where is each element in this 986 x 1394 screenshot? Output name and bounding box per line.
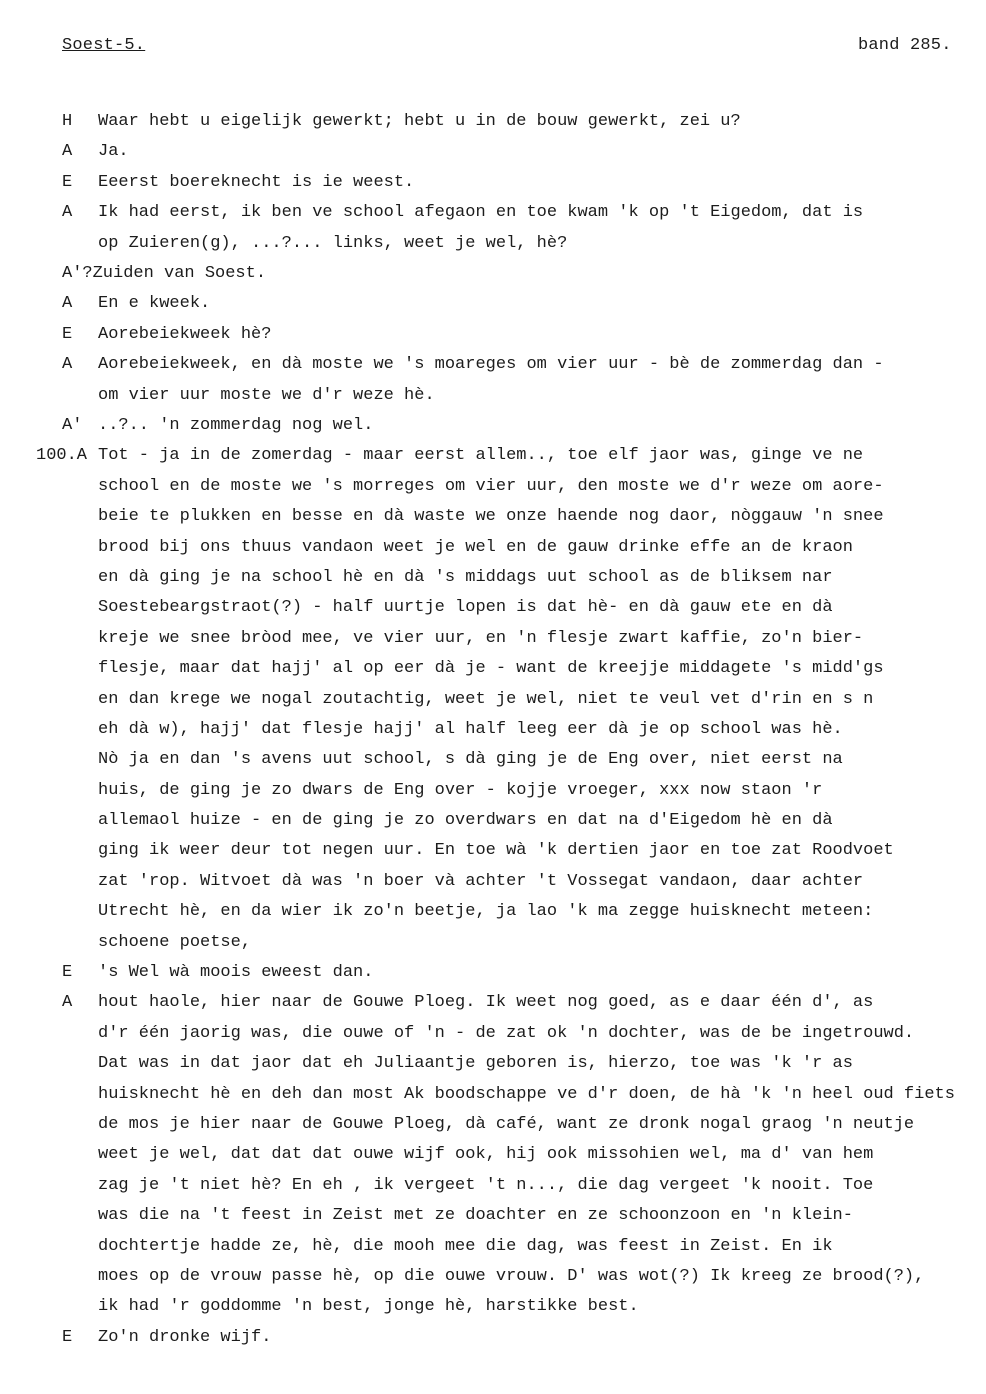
text-line: zat 'rop. Witvoet dà was 'n boer và achter 't Vossegat vandaon, daar achter bbox=[98, 871, 864, 891]
text-line: school en de moste we 's morreges om vier uur, den moste we d'r weze om aore- bbox=[98, 476, 884, 496]
transcript-turn bbox=[62, 1323, 986, 1353]
speaker-label: E bbox=[62, 324, 73, 344]
turn-text bbox=[98, 107, 983, 137]
text-line: En e kweek. bbox=[98, 294, 211, 314]
text-line: Zo'n dronke wijf. bbox=[98, 1327, 272, 1347]
text-line: en dà ging je na school hè en dà 's middags uut school as de bliksem nar bbox=[98, 567, 833, 587]
text-line: ..?.. 'n zommerdag nog wel. bbox=[98, 416, 374, 435]
text-line: Aorebeiekweek hè? bbox=[98, 324, 272, 344]
text-line: Dat was in dat jaor dat eh Juliaantje geboren is, hierzo, toe was 'k 'r as bbox=[98, 1054, 853, 1074]
text-line: Zuiden van Soest. bbox=[92, 264, 267, 283]
transcript-turn bbox=[62, 168, 986, 198]
text-line: zag je 't niet hè? En eh , ik vergeet 't n..., die dag vergeet 'k nooit. Toe bbox=[98, 1175, 874, 1195]
transcript-turn bbox=[62, 411, 986, 441]
text-line: Nò ja en dan 's avens uut school, s dà ging je de Eng over, niet eerst na bbox=[98, 750, 843, 770]
speaker-label: E bbox=[62, 1327, 73, 1347]
text-line: Ik had eerst, ik ben ve school afegaon en toe kwam 'k op 't Eigedom, dat is bbox=[98, 203, 864, 223]
transcript-turn bbox=[62, 988, 986, 1322]
text-line: om vier uur moste we d'r weze hè. bbox=[98, 385, 435, 405]
turn-text bbox=[93, 259, 978, 289]
turn-text bbox=[98, 411, 983, 441]
text-line: weet je wel, dat dat dat ouwe wijf ook, hij ook missohien wel, ma d' van hem bbox=[98, 1145, 874, 1165]
turn-text bbox=[98, 168, 983, 198]
speaker-label: A bbox=[62, 993, 73, 1013]
transcript-turn bbox=[36, 441, 986, 958]
text-line: 's Wel wà moois eweest dan. bbox=[98, 963, 374, 983]
speaker-label: A bbox=[62, 355, 73, 375]
text-line: de mos je hier naar de Gouwe Ploeg, dà café, want ze dronk nogal graog 'n neutje bbox=[98, 1115, 915, 1135]
text-line: Eeerst boereknecht is ie weest. bbox=[98, 172, 415, 192]
text-line: kreje we snee bròod mee, ve vier uur, en 'n flesje zwart kaffie, zo'n bier- bbox=[98, 628, 864, 648]
transcript-turn bbox=[62, 289, 986, 319]
speaker-label: A bbox=[62, 203, 73, 223]
text-line: Waar hebt u eigelijk gewerkt; hebt u in de bouw gewerkt, zei u? bbox=[98, 112, 741, 131]
text-line: Soestebeargstraot(?) - half uurtje lopen is dat hè- en dà gauw ete en dà bbox=[98, 598, 833, 618]
text-line: hout haole, hier naar de Gouwe Ploeg. Ik weet nog goed, as e daar één d', as bbox=[98, 993, 874, 1013]
turn-text bbox=[98, 988, 983, 1322]
speaker-label: E bbox=[62, 172, 73, 192]
text-line: brood bij ons thuus vandaon weet je wel en de gauw drinke effe an de kraon bbox=[98, 537, 853, 557]
text-line: op Zuieren(g), ...?... links, weet je wel, hè? bbox=[98, 233, 568, 253]
text-line: moes op de vrouw passe hè, op die ouwe vrouw. D' was wot(?) Ik kreeg ze brood(?), bbox=[98, 1266, 925, 1286]
text-line: was die na 't feest in Zeist met ze doachter en ze schoonzoon en 'n klein- bbox=[98, 1206, 853, 1226]
text-line: Utrecht hè, en da wier ik zo'n beetje, ja lao 'k ma zegge huisknecht meteen: bbox=[98, 902, 874, 922]
speaker-label: A'? bbox=[62, 264, 93, 283]
text-line: Aorebeiekweek, en dà moste we 's moareges om vier uur - bè de zommerdag dan - bbox=[98, 355, 884, 375]
transcript-turn bbox=[62, 320, 986, 350]
turn-text bbox=[98, 320, 983, 350]
speaker-label: A bbox=[62, 294, 73, 314]
text-line: d'r één jaorig was, die ouwe of 'n - de zat ok 'n dochter, was de be ingetrouwd. bbox=[98, 1023, 915, 1043]
text-line: dochtertje hadde ze, hè, die mooh mee die dag, was feest in Zeist. En ik bbox=[98, 1236, 833, 1256]
text-line: flesje, maar dat hajj' al op eer dà je - want de kreejje middagete 's midd'gs bbox=[98, 659, 884, 679]
speaker-label: A bbox=[62, 142, 73, 162]
turn-text bbox=[98, 1323, 983, 1353]
text-line: eh dà w), hajj' dat flesje hajj' al half leeg eer dà je op school was hè. bbox=[98, 719, 843, 739]
turn-text bbox=[98, 441, 983, 958]
transcript-body bbox=[36, 107, 986, 1353]
speaker-label: E bbox=[62, 963, 73, 983]
transcript-turn bbox=[62, 350, 986, 411]
transcript-turn bbox=[62, 259, 986, 289]
turn-text bbox=[98, 137, 983, 167]
speaker-label: H bbox=[62, 112, 73, 131]
text-line: ging ik weer deur tot negen uur. En toe wà 'k dertien jaor en toe zat Roodvoet bbox=[98, 841, 894, 861]
text-line: ik had 'r goddomme 'n best, jonge hè, harstikke best. bbox=[98, 1297, 639, 1317]
turn-text bbox=[98, 289, 983, 319]
text-line: Tot - ja in de zomerdag - maar eerst allem.., toe elf jaor was, ginge ve ne bbox=[98, 446, 864, 466]
turn-text bbox=[98, 958, 983, 988]
turn-text bbox=[98, 350, 983, 411]
text-line: schoene poetse, bbox=[98, 932, 252, 952]
transcript-turn bbox=[62, 198, 986, 259]
text-line: huis, de ging je zo dwars de Eng over - kojje vroeger, xxx now staon 'r bbox=[98, 780, 823, 800]
speaker-label: 100.A bbox=[36, 446, 88, 466]
text-line: en dan krege we nogal zoutachtig, weet je wel, niet te veul vet d'rin en s n bbox=[98, 689, 874, 709]
header-right: band 285. bbox=[858, 36, 952, 55]
transcript-turn bbox=[62, 137, 986, 167]
transcript-turn bbox=[62, 107, 986, 137]
text-line: allemaol huize - en de ging je zo overdwars en dat na d'Eigedom hè en dà bbox=[98, 811, 833, 831]
header-left: Soest-5. bbox=[62, 36, 146, 55]
text-line: beie te plukken en besse en dà waste we onze haende nog daor, nòggauw 'n snee bbox=[98, 507, 884, 527]
text-line: huisknecht hè en deh dan most Ak boodschappe ve d'r doen, de hà 'k 'n heel oud fiets bbox=[98, 1084, 955, 1104]
text-line: Ja. bbox=[98, 142, 129, 162]
turn-text bbox=[98, 198, 983, 259]
transcript-turn bbox=[62, 958, 986, 988]
speaker-label: A' bbox=[62, 416, 83, 435]
